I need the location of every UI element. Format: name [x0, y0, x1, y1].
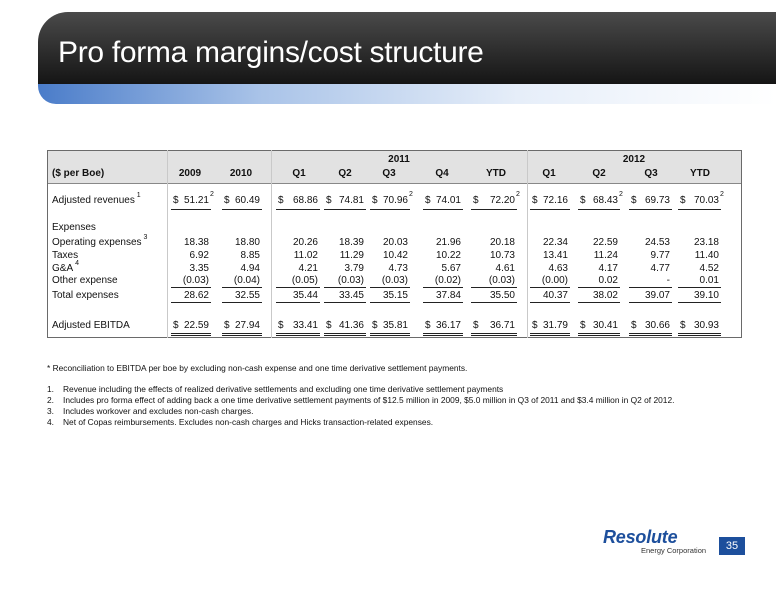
- table-cell: 4.17: [598, 263, 618, 274]
- subtotal-rule: [629, 287, 672, 288]
- table-cell: 68.86: [292, 195, 318, 206]
- currency-symbol: $: [631, 320, 637, 331]
- subtotal-rule: [530, 209, 570, 210]
- subtotal-rule: [222, 302, 262, 303]
- table-cell: 0.02: [598, 275, 618, 286]
- table-cell: (0.03): [182, 275, 209, 286]
- table-cell: 21.96: [435, 237, 461, 248]
- table-cell: 13.41: [542, 250, 568, 261]
- table-header-divider: [48, 183, 741, 184]
- table-cell: 3.79: [344, 263, 364, 274]
- subtotal-rule: [678, 209, 721, 210]
- table-cell: 3.35: [189, 263, 209, 274]
- table-cell: 4.73: [388, 263, 408, 274]
- currency-symbol: $: [580, 195, 586, 206]
- footnote-item: 4. Net of Copas reimbursements. Excludes non-cash charges and Hicks transaction-related expenses.: [47, 417, 434, 427]
- table-cell: 10.42: [382, 250, 408, 261]
- table-cell: 22.34: [542, 237, 568, 248]
- footnote-marker: 1: [134, 192, 141, 199]
- group-header-2012: 2012: [622, 154, 646, 165]
- subtotal-rule: [276, 302, 320, 303]
- table-cell: 31.79: [542, 320, 568, 331]
- column-header: Q3: [644, 168, 658, 179]
- total-double-rule: [370, 335, 410, 336]
- table-cell: (0.02): [434, 275, 461, 286]
- column-header: 2009: [178, 168, 202, 179]
- total-double-rule: [222, 335, 262, 336]
- currency-symbol: $: [680, 320, 686, 331]
- total-double-rule: [324, 333, 366, 334]
- currency-symbol: $: [425, 195, 431, 206]
- currency-symbol: $: [278, 320, 284, 331]
- table-cell: -: [666, 275, 670, 286]
- currency-symbol: $: [173, 320, 179, 331]
- footnote-reconciliation: * Reconciliation to EBITDA per boe by excluding non-cash expense and one time derivative settlement payments.: [47, 363, 468, 373]
- subtotal-rule: [629, 302, 672, 303]
- table-cell: 10.22: [435, 250, 461, 261]
- total-double-rule: [171, 335, 211, 336]
- column-header: Q4: [435, 168, 449, 179]
- footnote-marker: 2: [720, 191, 724, 198]
- table-cell: 35.44: [292, 290, 318, 301]
- table-cell: 40.37: [542, 290, 568, 301]
- column-header: YTD: [486, 168, 506, 179]
- table-cell: 38.02: [592, 290, 618, 301]
- table-cell: 30.66: [644, 320, 670, 331]
- subtotal-rule: [471, 287, 517, 288]
- table-cell: 4.52: [699, 263, 719, 274]
- total-double-rule: [578, 333, 620, 334]
- table-cell: 27.94: [234, 320, 260, 331]
- total-double-rule: [324, 335, 366, 336]
- table-cell: 60.49: [234, 195, 260, 206]
- currency-symbol: $: [680, 195, 686, 206]
- page-number: 35: [719, 537, 745, 555]
- subtotal-rule: [222, 287, 262, 288]
- subtotal-rule: [324, 287, 366, 288]
- subtotal-rule: [276, 287, 320, 288]
- column-header: Q1: [542, 168, 556, 179]
- table-cell: 35.50: [489, 290, 515, 301]
- table-cell: 6.92: [189, 250, 209, 261]
- footnote-item: 2. Includes pro forma effect of adding back a one time derivative settlement payments of $12.5 million in 2009, $5.0 million in Q3 of 2011 and $3.4 million in Q2 of 2012.: [47, 395, 675, 405]
- table-cell: 4.77: [650, 263, 670, 274]
- subtotal-rule: [324, 209, 366, 210]
- total-double-rule: [171, 333, 211, 334]
- column-header: YTD: [690, 168, 710, 179]
- table-cell: 22.59: [183, 320, 209, 331]
- subtotal-rule: [471, 209, 517, 210]
- row-label: Total expenses: [52, 290, 119, 301]
- table-cell: 18.38: [183, 237, 209, 248]
- subtotal-rule: [171, 287, 211, 288]
- subtotal-rule: [678, 302, 721, 303]
- total-double-rule: [530, 333, 570, 334]
- table-cell: 70.03: [693, 195, 719, 206]
- total-double-rule: [276, 335, 320, 336]
- table-cell: (0.05): [291, 275, 318, 286]
- total-double-rule: [423, 333, 463, 334]
- table-cell: 11.29: [339, 250, 364, 261]
- subtotal-rule: [370, 287, 410, 288]
- subtotal-rule: [530, 287, 570, 288]
- table-cell: 36.71: [489, 320, 515, 331]
- currency-symbol: $: [532, 195, 538, 206]
- table-cell: 41.36: [338, 320, 364, 331]
- table-cell: 33.41: [292, 320, 318, 331]
- table-cell: (0.04): [233, 275, 260, 286]
- subtotal-rule: [578, 209, 620, 210]
- subtotal-rule: [678, 287, 721, 288]
- column-header-label: ($ per Boe): [52, 168, 105, 179]
- footnote-marker: 2: [516, 191, 520, 198]
- table-cell: 74.01: [435, 195, 461, 206]
- subtotal-rule: [171, 209, 211, 210]
- table-cell: 33.45: [338, 290, 364, 301]
- table-cell: 24.53: [644, 237, 670, 248]
- table-cell: 32.55: [234, 290, 260, 301]
- table-cell: 72.20: [489, 195, 515, 206]
- table-cell: 4.63: [548, 263, 568, 274]
- currency-symbol: $: [372, 195, 378, 206]
- table-cell: (0.03): [488, 275, 515, 286]
- row-label: Other expense: [52, 275, 118, 286]
- table-cell: 68.43: [592, 195, 618, 206]
- table-cell: 23.18: [693, 237, 719, 248]
- table-cell: 11.24: [593, 250, 618, 261]
- row-label: Expenses: [52, 222, 96, 233]
- total-double-rule: [471, 333, 517, 334]
- currency-symbol: $: [631, 195, 637, 206]
- subtotal-rule: [530, 302, 570, 303]
- currency-symbol: $: [173, 195, 179, 206]
- company-logo-subtitle: Energy Corporation: [641, 546, 707, 555]
- column-header: Q3: [382, 168, 396, 179]
- page-title: Pro forma margins/cost structure: [58, 36, 484, 69]
- subtotal-rule: [324, 302, 366, 303]
- table-cell: 4.21: [298, 263, 318, 274]
- title-accent-band: [38, 84, 776, 104]
- currency-symbol: $: [425, 320, 431, 331]
- table-cell: 35.81: [382, 320, 408, 331]
- subtotal-rule: [276, 209, 320, 210]
- table-cell: 9.77: [650, 250, 670, 261]
- currency-symbol: $: [224, 320, 230, 331]
- subtotal-rule: [423, 287, 463, 288]
- column-header: Q1: [292, 168, 306, 179]
- currency-symbol: $: [580, 320, 586, 331]
- row-label: Taxes: [52, 250, 79, 261]
- table-cell: 11.40: [694, 250, 719, 261]
- total-double-rule: [530, 335, 570, 336]
- subtotal-rule: [578, 302, 620, 303]
- currency-symbol: $: [224, 195, 230, 206]
- column-header: Q2: [338, 168, 352, 179]
- footnote-marker: 2: [409, 191, 413, 198]
- total-double-rule: [423, 335, 463, 336]
- subtotal-rule: [370, 209, 410, 210]
- subtotal-rule: [370, 302, 410, 303]
- footnote-marker: 2: [619, 191, 623, 198]
- table-cell: 30.93: [693, 320, 719, 331]
- table-cell: 18.80: [234, 237, 260, 248]
- table-cell: 20.03: [382, 237, 408, 248]
- row-label: Adjusted EBITDA: [52, 320, 130, 331]
- table-cell: 28.62: [183, 290, 209, 301]
- subtotal-rule: [423, 209, 463, 210]
- subtotal-rule: [222, 209, 262, 210]
- table-cell: (0.03): [337, 275, 364, 286]
- total-double-rule: [370, 333, 410, 334]
- subtotal-rule: [471, 302, 517, 303]
- table-cell: 20.26: [292, 237, 318, 248]
- table-cell: 39.07: [644, 290, 670, 301]
- total-double-rule: [678, 333, 721, 334]
- footnote-item: 1. Revenue including the effects of realized derivative settlements and excluding one time derivative settlement payments: [47, 384, 504, 394]
- total-double-rule: [471, 335, 517, 336]
- subtotal-rule: [578, 287, 620, 288]
- table-cell: 20.18: [489, 237, 515, 248]
- table-cell: 22.59: [592, 237, 618, 248]
- table-cell: 37.84: [435, 290, 461, 301]
- table-cell: 72.16: [542, 195, 568, 206]
- table-cell: 5.67: [441, 263, 461, 274]
- table-cell: 70.96: [382, 195, 408, 206]
- total-double-rule: [678, 335, 721, 336]
- column-header: 2010: [229, 168, 253, 179]
- company-logo: Resolute: [603, 527, 678, 547]
- table-cell: 51.21: [183, 195, 209, 206]
- total-double-rule: [578, 335, 620, 336]
- table-cell: (0.03): [381, 275, 408, 286]
- total-double-rule: [222, 333, 262, 334]
- subtotal-rule: [629, 209, 672, 210]
- subtotal-rule: [171, 302, 211, 303]
- currency-symbol: $: [326, 320, 332, 331]
- table-cell: 4.94: [240, 263, 260, 274]
- table-cell: 0.01: [699, 275, 719, 286]
- total-double-rule: [629, 333, 672, 334]
- subtotal-rule: [423, 302, 463, 303]
- currency-symbol: $: [278, 195, 284, 206]
- currency-symbol: $: [473, 320, 479, 331]
- table-cell: (0.00): [541, 275, 568, 286]
- footnote-marker: 2: [210, 191, 214, 198]
- table-cell: 36.17: [435, 320, 461, 331]
- row-label: Operating expenses $^3$: [52, 234, 148, 248]
- table-cell: 35.15: [382, 290, 408, 301]
- column-header: Q2: [592, 168, 606, 179]
- table-cell: 30.41: [592, 320, 618, 331]
- row-label: Adjusted revenues $^1$: [52, 192, 141, 206]
- footnote-marker: 4: [73, 260, 79, 267]
- footnote-item: 3. Includes workover and excludes non-cash charges.: [47, 406, 254, 416]
- table-cell: 74.81: [338, 195, 364, 206]
- currency-symbol: $: [473, 195, 479, 206]
- table-cell: 10.73: [489, 250, 515, 261]
- table-cell: 11.02: [293, 250, 318, 261]
- footnote-marker: 3: [141, 234, 148, 241]
- currency-symbol: $: [326, 195, 332, 206]
- row-label: G&A $^4$: [52, 260, 79, 274]
- table-cell: 39.10: [693, 290, 719, 301]
- total-double-rule: [629, 335, 672, 336]
- table-cell: 69.73: [644, 195, 670, 206]
- group-header-2011: 2011: [388, 154, 410, 165]
- table-cell: 18.39: [338, 237, 364, 248]
- currency-symbol: $: [372, 320, 378, 331]
- table-cell: 8.85: [240, 250, 260, 261]
- total-double-rule: [276, 333, 320, 334]
- table-cell: 4.61: [495, 263, 515, 274]
- currency-symbol: $: [532, 320, 538, 331]
